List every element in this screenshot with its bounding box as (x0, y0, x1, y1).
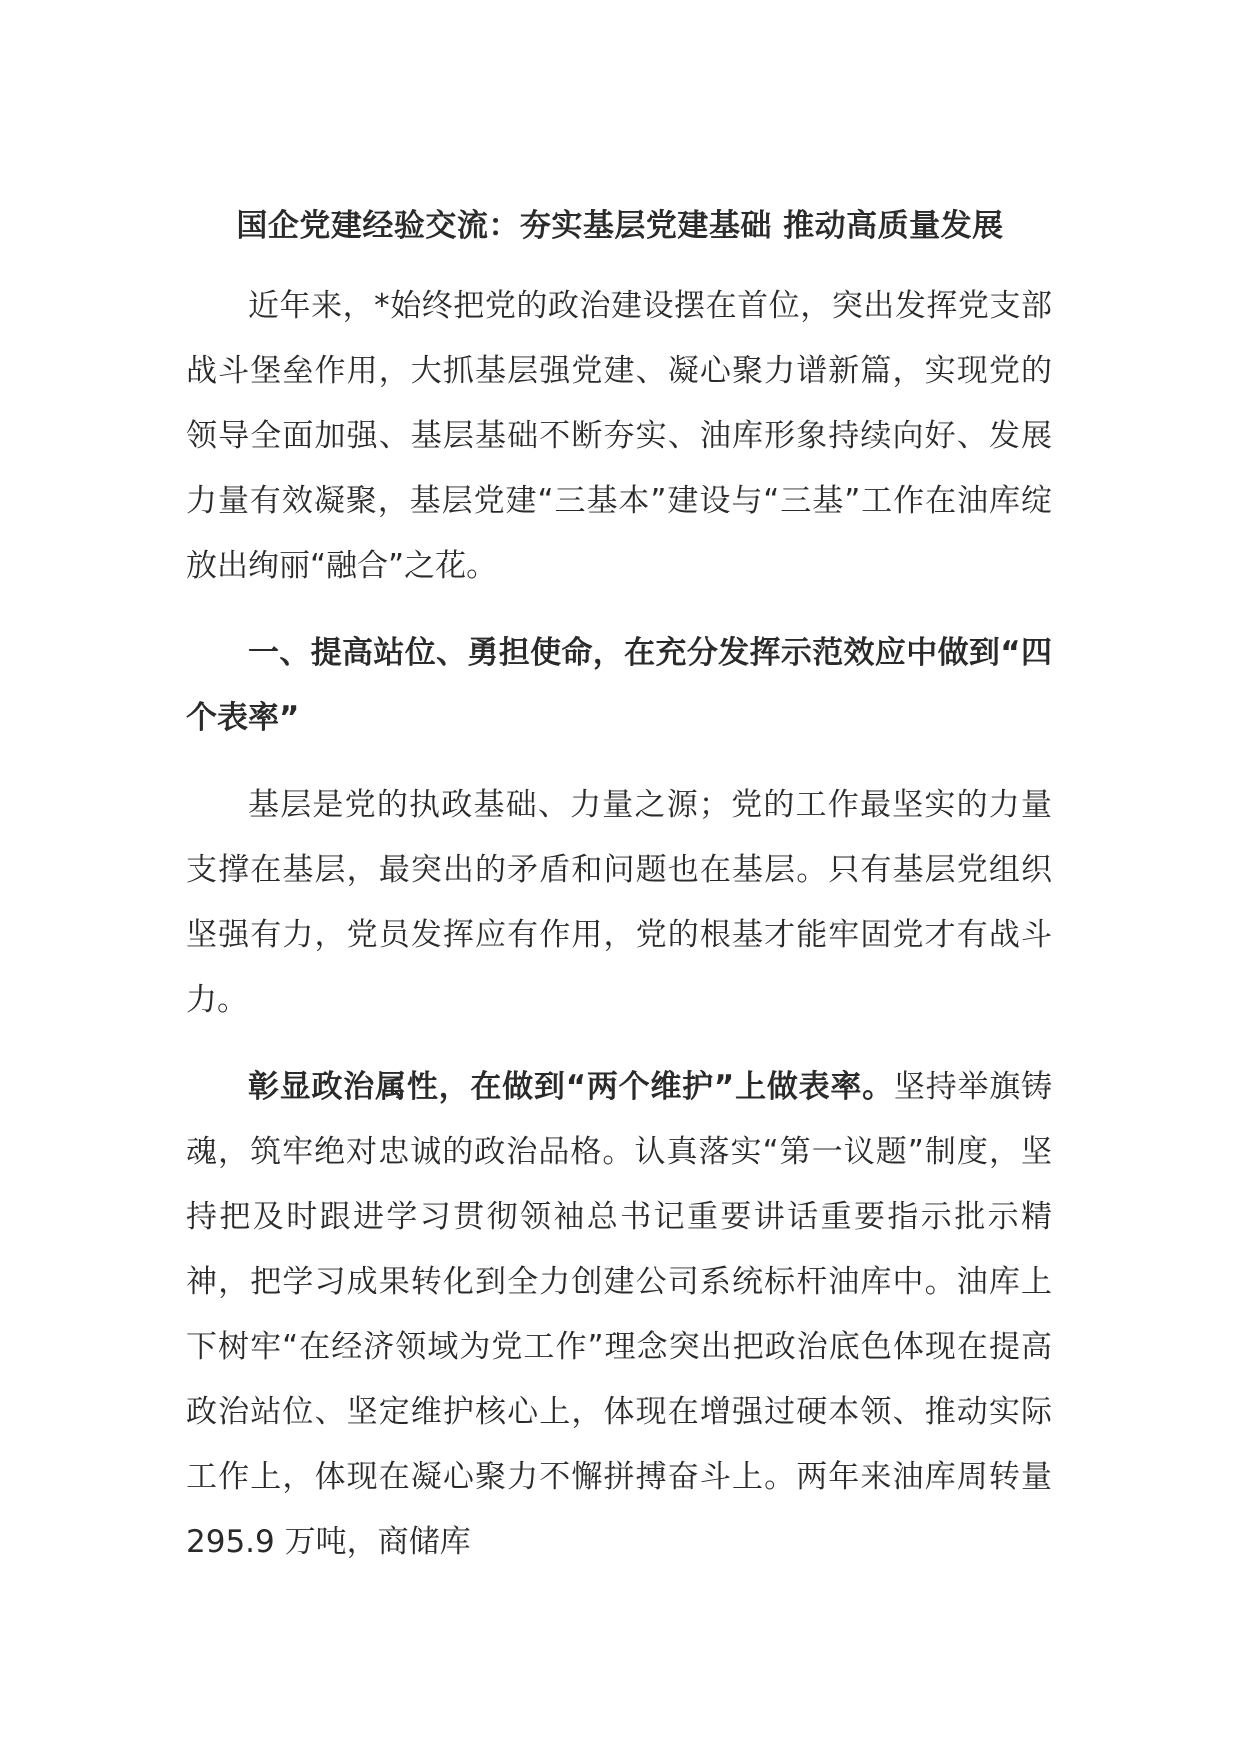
document-title: 国企党建经验交流：夯实基层党建基础 推动高质量发展 (236, 208, 1004, 244)
paragraph-political-attribute (186, 1055, 1052, 1575)
paragraph-foundation: 基层是党的执政基础、力量之源；党的工作最坚实的力量支撑在基层，最突出的矛盾和问题也在基层。只有基层党组织坚强有力，党员发挥应有作用，党的根基才能牢固党才有战斗力。 (186, 787, 1052, 1018)
paragraph-intro: 近年来，*始终把党的政治建设摆在首位，突出发挥党支部战斗堡垒作用，大抓基层强党建、凝心聚力谱新篇，实现党的领导全面加强、基层基础不断夯实、油库形象持续向好、发展力量有效凝聚，基层党建“三基本”建设与“三基”工作在油库绽放出绚丽“融合”之花。 (186, 288, 1052, 584)
section-heading-1: 一、提高站位、勇担使命，在充分发挥示范效应中做到“四个表率” (186, 635, 1052, 736)
document-body (186, 274, 1052, 1597)
paragraph-body-text: 坚持举旗铸魂，筑牢绝对忠诚的政治品格。认真落实“第一议题”制度，坚持把及时跟进学习贯彻领袖总书记重要讲话重要指示批示精神，把学习成果转化到全力创建公司系统标杆油库中。油库上下树牢“在经济领域为党工作”理念突出把政治底色体现在提高政治站位、坚定维护核心上，体现在增强过硬本领、推动实际工作上，体现在凝心聚力不懈拼搏奋斗上。两年来油库周转量 295.9 万吨，商储库 (186, 1069, 1053, 1560)
paragraph-lead-bold: 彰显政治属性，在做到“两个维护”上做表率。 (248, 1069, 894, 1105)
